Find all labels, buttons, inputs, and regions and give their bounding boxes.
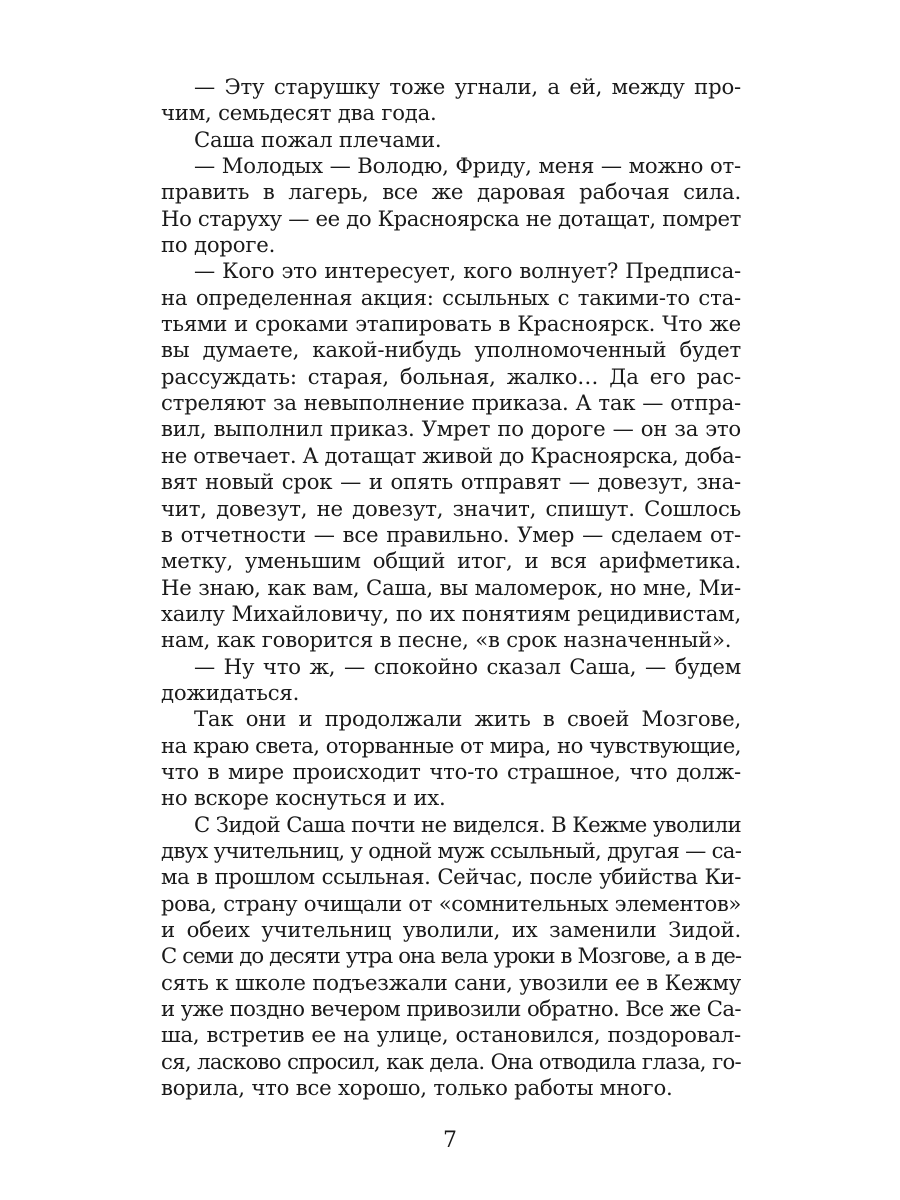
- text-line: вил, выполнил приказ. Умрет по дороге — он за это: [161, 416, 741, 442]
- text-line: что в мире происходит что-то страшное, что долж-: [161, 758, 741, 784]
- text-line: вят новый срок — и опять отправят — довезут, зна-: [161, 469, 741, 495]
- text-line: вы думаете, какой-нибудь уполномоченный будет: [161, 337, 741, 363]
- text-line: на краю света, оторванные от мира, но чувствующие,: [161, 732, 742, 758]
- text-line: чит, довезут, не довезут, значит, спишут. Сошлось: [161, 495, 741, 521]
- text-line: но вскоре коснуться и их.: [161, 785, 446, 811]
- text-line: ма в прошлом ссыльная. Сейчас, после убийства Ки-: [161, 864, 741, 890]
- text-line: — Кого это интересует, кого волнует? Предписа-: [194, 258, 741, 284]
- page-number: 7: [443, 1128, 457, 1153]
- text-line: ша, встретив ее на улице, остановился, поздоровал-: [161, 1022, 741, 1048]
- text-line: Не знаю, как вам, Саша, вы маломерок, но мне, Ми-: [161, 574, 741, 600]
- text-line: рова, страну очищали от «сомнительных элементов»: [161, 890, 741, 916]
- text-line: метку, уменьшим общий итог, и вся арифметика.: [161, 548, 741, 574]
- text-line: Но старуху — ее до Красноярска не дотащат, помрет: [161, 205, 741, 231]
- text-line: — Эту старушку тоже угнали, а ей, между про-: [194, 74, 741, 99]
- text-line: — Молодых — Володю, Фриду, меня — можно от-: [194, 153, 741, 179]
- page-body: [161, 74, 741, 1101]
- text-line: тьями и сроками этапировать в Красноярск. Что же: [161, 311, 741, 337]
- text-line: сять к школе подъезжали сани, увозили ее в Кежму: [161, 969, 741, 995]
- text-line: править в лагерь, все же даровая рабочая сила.: [161, 179, 741, 205]
- text-line: в отчетности — все правильно. Умер — сделаем от-: [161, 521, 741, 547]
- text-line: двух учительниц, у одной муж ссыльный, другая — са-: [161, 837, 742, 863]
- text-line: чим, семьдесят два года.: [161, 100, 437, 126]
- text-line: не отвечает. А дотащат живой до Красноярска, доба-: [161, 442, 741, 468]
- text-line: ся, ласково спросил, как дела. Она отводила глаза, го-: [161, 1048, 741, 1074]
- text-line: на определенная акция: ссыльных с такими-то ста-: [161, 284, 741, 310]
- text-line: дожидаться.: [161, 679, 300, 705]
- text-line: и обеих учительниц уволили, их заменили Зидой.: [161, 917, 741, 942]
- text-line: рассуждать: старая, больная, жалко… Да его рас-: [161, 363, 741, 389]
- text-line: по дороге.: [161, 232, 276, 258]
- text-line: и уже поздно вечером привозили обратно. Все же Са-: [161, 996, 741, 1022]
- text-line: Саша пожал плечами.: [194, 126, 442, 152]
- text-line: Так они и продолжали жить в своей Мозгове,: [194, 706, 741, 732]
- text-line: ворила, что все хорошо, только работы много.: [161, 1075, 673, 1101]
- text-line: С семи до десяти утра она вела уроки в Мозгове, а в де-: [161, 943, 741, 969]
- text-line: С Зидой Саша почти не виделся. В Кежме уволили: [194, 811, 741, 837]
- text-line: — Ну что ж, — спокойно сказал Саша, — будем: [194, 653, 741, 679]
- text-line: стреляют за невыполнение приказа. А так — отпра-: [161, 390, 741, 416]
- text-line: нам, как говорится в песне, «в срок назначенный».: [161, 627, 732, 653]
- text-line: хаилу Михайловичу, по их понятиям рецидивистам,: [161, 600, 741, 626]
